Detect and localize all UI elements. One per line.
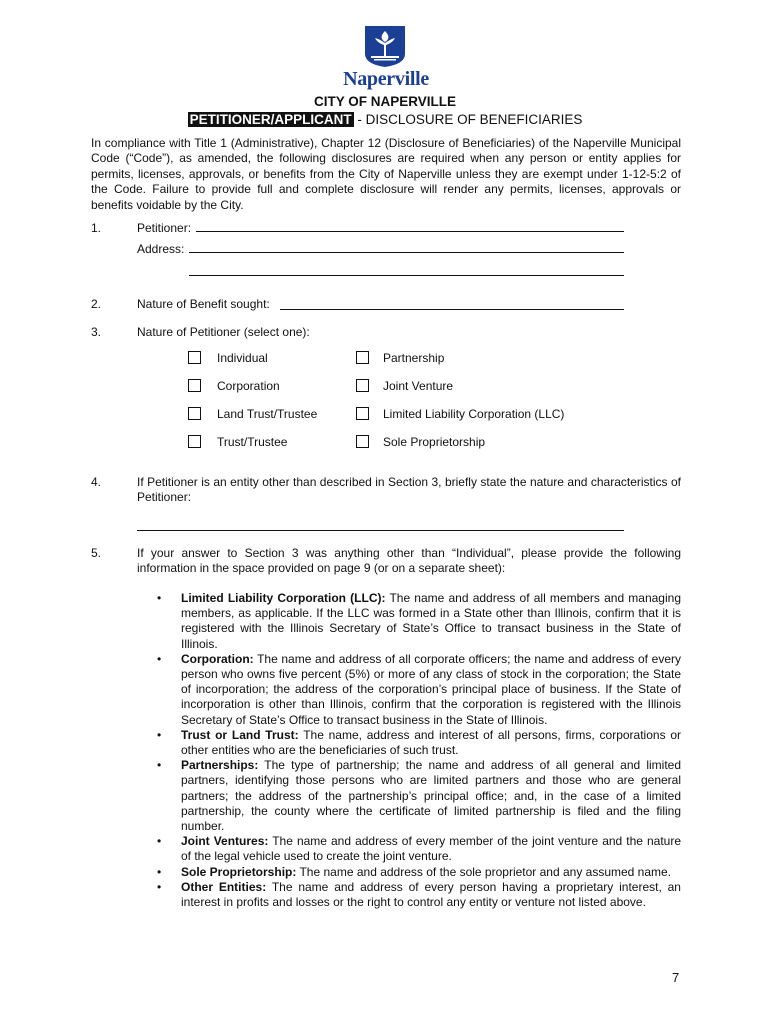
corporation-option-label: Corporation bbox=[217, 379, 280, 393]
bullet-icon: • bbox=[157, 727, 162, 742]
address-field-line-2[interactable] bbox=[189, 275, 624, 276]
corporation-checkbox[interactable] bbox=[188, 379, 201, 392]
partnership-option-label: Partnership bbox=[383, 351, 445, 365]
individual-option-label: Individual bbox=[217, 351, 268, 365]
logo-wordmark: Naperville bbox=[343, 68, 429, 90]
page-number: 7 bbox=[672, 970, 680, 985]
sole-proprietorship-option-label: Sole Proprietorship bbox=[383, 435, 486, 449]
bullet-term: Limited Liability Corporation (LLC): bbox=[181, 591, 386, 605]
section-2-number: 2. bbox=[91, 297, 102, 311]
list-item bbox=[137, 758, 681, 834]
sole-proprietorship-checkbox[interactable] bbox=[356, 435, 369, 448]
benefit-label: Nature of Benefit sought: bbox=[137, 297, 270, 311]
petitioner-type-label: Nature of Petitioner (select one): bbox=[137, 325, 310, 339]
section-5-number: 5. bbox=[91, 546, 102, 560]
list-item bbox=[137, 652, 681, 728]
bullet-term: Trust or Land Trust: bbox=[181, 727, 299, 742]
bullet-icon: • bbox=[157, 591, 162, 605]
list-item bbox=[137, 834, 681, 864]
trust-checkbox[interactable] bbox=[188, 435, 201, 448]
subtitle-rest: - DISCLOSURE OF BENEFICIARIES bbox=[353, 112, 583, 127]
naperville-emblem-icon bbox=[362, 24, 408, 68]
section-4-number: 4. bbox=[91, 475, 102, 489]
llc-checkbox[interactable] bbox=[356, 407, 369, 420]
entity-description-field[interactable] bbox=[137, 530, 624, 531]
bullet-icon: • bbox=[157, 651, 162, 666]
section-3-number: 3. bbox=[91, 325, 102, 339]
section-5-text: If your answer to Section 3 was anything other than “Individual”, please provide the following information in the space provided on page 9 (or on a separate sheet): bbox=[137, 546, 681, 576]
bullet-text: The name and address of the sole proprietor and any assumed name. bbox=[296, 864, 672, 879]
page-title: CITY OF NAPERVILLE bbox=[313, 94, 457, 109]
bullet-term: Other Entities: bbox=[181, 879, 267, 894]
trust-option-label: Trust/Trustee bbox=[217, 435, 288, 449]
page-subtitle bbox=[0, 112, 770, 127]
llc-option-label: Limited Liability Corporation (LLC) bbox=[383, 407, 565, 421]
bullet-icon: • bbox=[157, 864, 162, 879]
bullet-icon: • bbox=[157, 879, 162, 894]
land-trust-option-label: Land Trust/Trustee bbox=[217, 407, 318, 421]
list-item bbox=[137, 880, 681, 910]
bullet-term: Partnerships: bbox=[181, 758, 259, 773]
disclosure-requirements-list bbox=[137, 591, 681, 910]
petitioner-field[interactable] bbox=[196, 231, 624, 232]
list-item bbox=[137, 865, 681, 880]
bullet-icon: • bbox=[157, 834, 162, 849]
petitioner-label: Petitioner: bbox=[137, 221, 192, 235]
partnership-checkbox[interactable] bbox=[356, 351, 369, 364]
address-field-line-1[interactable] bbox=[189, 252, 624, 253]
bullet-text: The name, address and interest of all persons, firms, corporations or other entities who are the beneficiaries of such trust. bbox=[181, 727, 682, 758]
bullet-text: The name and address of all corporate officers; the name and address of every person who owns five percent (5%) or more of any class of stock in the corporation; the State of incorporation; the address of the corporation’s principal place of business. If the State of incorporation is other than Illinois, confirm that the corporation is registered with the Illinois Secretary of State’s Office to transact business in the State of Illinois. bbox=[181, 651, 681, 727]
address-label: Address: bbox=[137, 242, 185, 256]
section-1-number: 1. bbox=[91, 221, 102, 235]
naperville-logo bbox=[336, 24, 436, 94]
list-item bbox=[137, 728, 681, 758]
bullet-text: The type of partnership; the name and address of all general and limited partners, identifying those persons who are limited partners and those who are general partners; the address of the partnership’s principal office; and, in the case of a limited partnership, the county where the certificate of limited partnership is filed and the filing number. bbox=[181, 758, 681, 834]
bullet-term: Sole Proprietorship: bbox=[181, 864, 297, 879]
benefit-field[interactable] bbox=[280, 309, 624, 310]
joint-venture-option-label: Joint Venture bbox=[383, 379, 454, 393]
individual-checkbox[interactable] bbox=[188, 351, 201, 364]
bullet-text: The name and address of every person having a proprietary interest, an interest in profits and losses or the right to control any entity or venture not listed above. bbox=[181, 879, 681, 910]
subtitle-highlight: PETITIONER/APPLICANT bbox=[189, 112, 352, 127]
bullet-icon: • bbox=[157, 758, 162, 773]
bullet-text: The name and address of every member of the joint venture and the nature of the legal vehicle used to create the joint venture. bbox=[181, 834, 682, 864]
list-item bbox=[137, 591, 681, 652]
joint-venture-checkbox[interactable] bbox=[356, 379, 369, 392]
intro-paragraph: In compliance with Title 1 (Administrative), Chapter 12 (Disclosure of Beneficiaries) of the Naperville Municipal Code (“Code”), as amended, the following disclosures are required when any person or entity applies for permits, licenses, approvals, or benefits from the City of Naperville unless they are exempt under 1-12-5:2 of the Code. Failure to provide full and complete disclosure will render any permits, licenses, approvals or benefits voidable by the City. bbox=[91, 136, 681, 212]
bullet-term: Joint Ventures: bbox=[181, 834, 269, 849]
bullet-term: Corporation: bbox=[181, 651, 254, 666]
land-trust-checkbox[interactable] bbox=[188, 407, 201, 420]
section-4-text: If Petitioner is an entity other than described in Section 3, briefly state the nature and characteristics of Petitioner: bbox=[137, 475, 681, 505]
bullet-text: The name and address of all members and managing members, as applicable. If the LLC was formed in a State other than Illinois, confirm that it is registered with the Illinois Secretary of State’s Office to transact business in the State of Illinois. bbox=[181, 591, 681, 651]
